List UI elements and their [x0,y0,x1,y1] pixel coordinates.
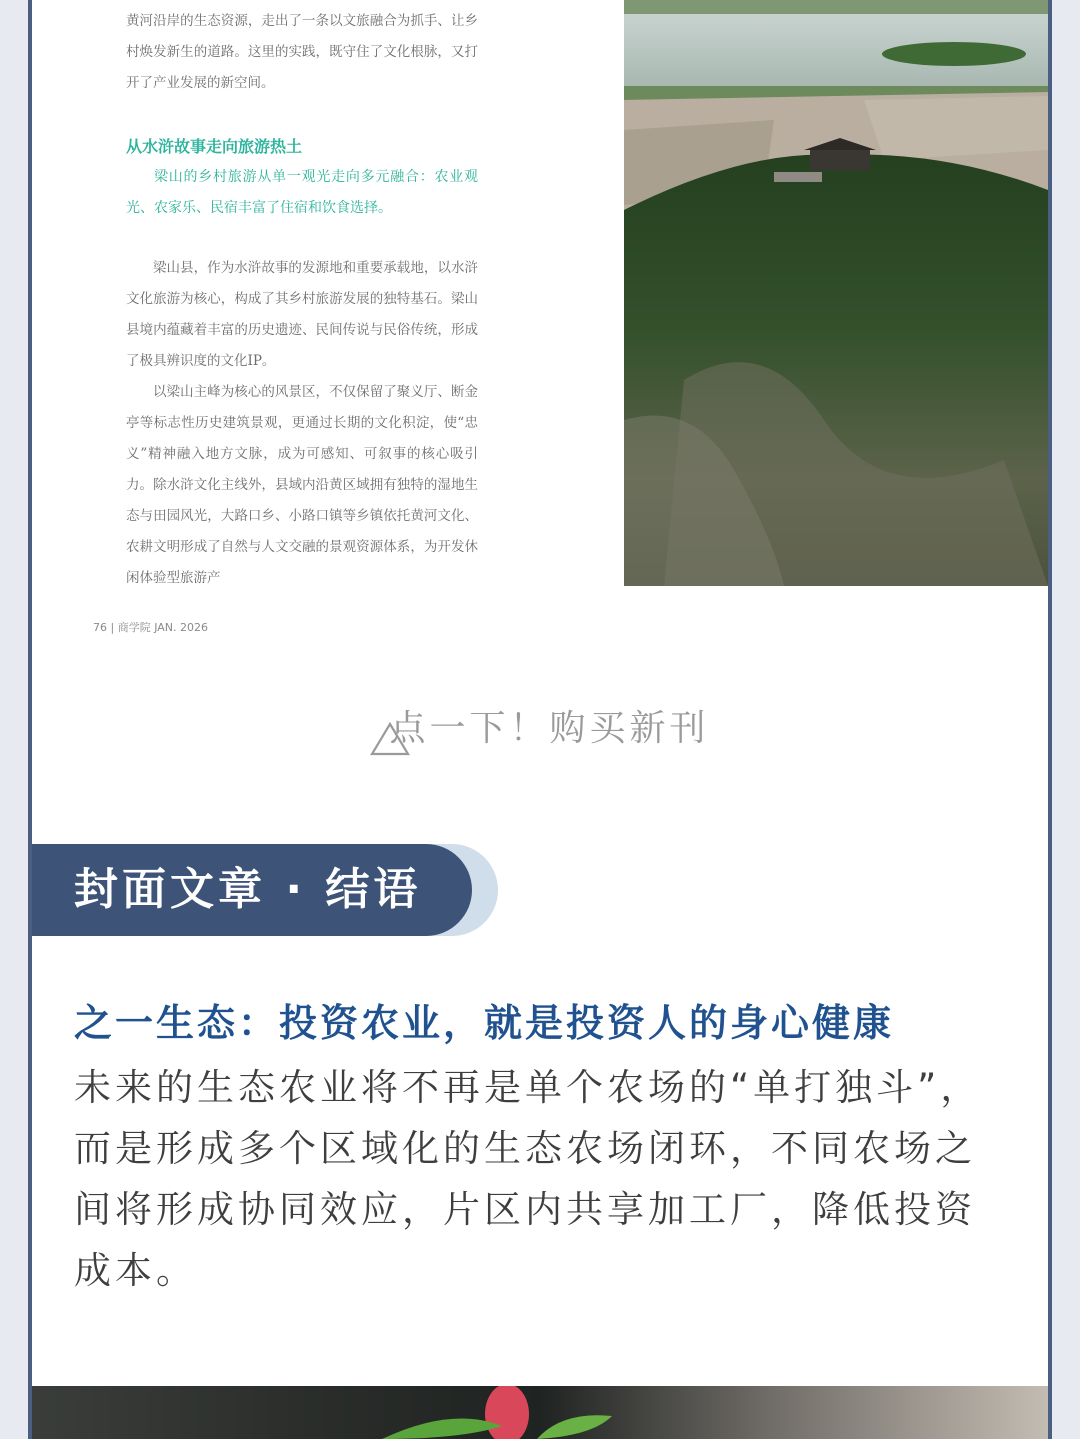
section-paragraph: 未来的生态农业将不再是单个农场的“单打独斗”，而是形成多个区域化的生态农场闭环，不同农场之间将形成协同效应，片区内共享加工厂，降低投资成本。 [74,1066,982,1292]
magazine-body-paragraph: 以梁山主峰为核心的风景区，不仅保留了聚义厅、断金亭等标志性历史建筑景观，更通过长期的文化积淀，使“忠义”精神融入地方文脉，成为可感知、可叙事的核心吸引力。除水浒文化主线外，县域内沿黄区域拥有独特的湿地生态与田园风光，大路口乡、小路口镇等乡镇依托黄河文化、农耕文明形成了自然与人文交融的景观资源体系，为开发休闲体验型旅游产 [126,384,478,586]
buy-new-issue-link[interactable] [32,700,1048,751]
magazine-body-paragraph: 梁山县，作为水浒故事的发源地和重要承载地，以水浒文化旅游为核心，构成了其乡村旅游发展的独特基石。梁山县境内蕴藏着丰富的历史遗迹、民间传说与民俗传统，形成了极具辨识度的文化IP。 [126,260,478,369]
magazine-subtitle: 从水浒故事走向旅游热土 [126,137,303,156]
magazine-intro-text: 黄河沿岸的生态资源，走出了一条以文旅融合为抓手、让乡村焕发新生的道路。这里的实践，既守住了文化根脉，又打开了产业发展的新空间。 [126,13,478,91]
buy-new-issue-label: 点一下！购买新刊 [389,708,710,749]
magazine-page-number: 76 | 商学院 JAN. 2026 [93,621,208,634]
section-header [32,844,472,936]
magazine-body [126,253,478,594]
plant-photo [32,1386,1048,1439]
magazine-lead: 梁山的乡村旅游从单一观光走向多元融合：农业观光、农家乐、民宿丰富了住宿和饮食选择。 [126,169,478,216]
aerial-landscape-illustration [624,0,1048,586]
section-title: 封面文章 · 结语 [74,864,422,915]
section-subheading: 之一生态：投资农业，就是投资人的身心健康 [74,1001,895,1045]
aerial-landscape-photo [624,0,1048,586]
article-content [32,0,1048,1439]
magazine-page-scan [32,0,1048,672]
article-frame [28,0,1052,1439]
